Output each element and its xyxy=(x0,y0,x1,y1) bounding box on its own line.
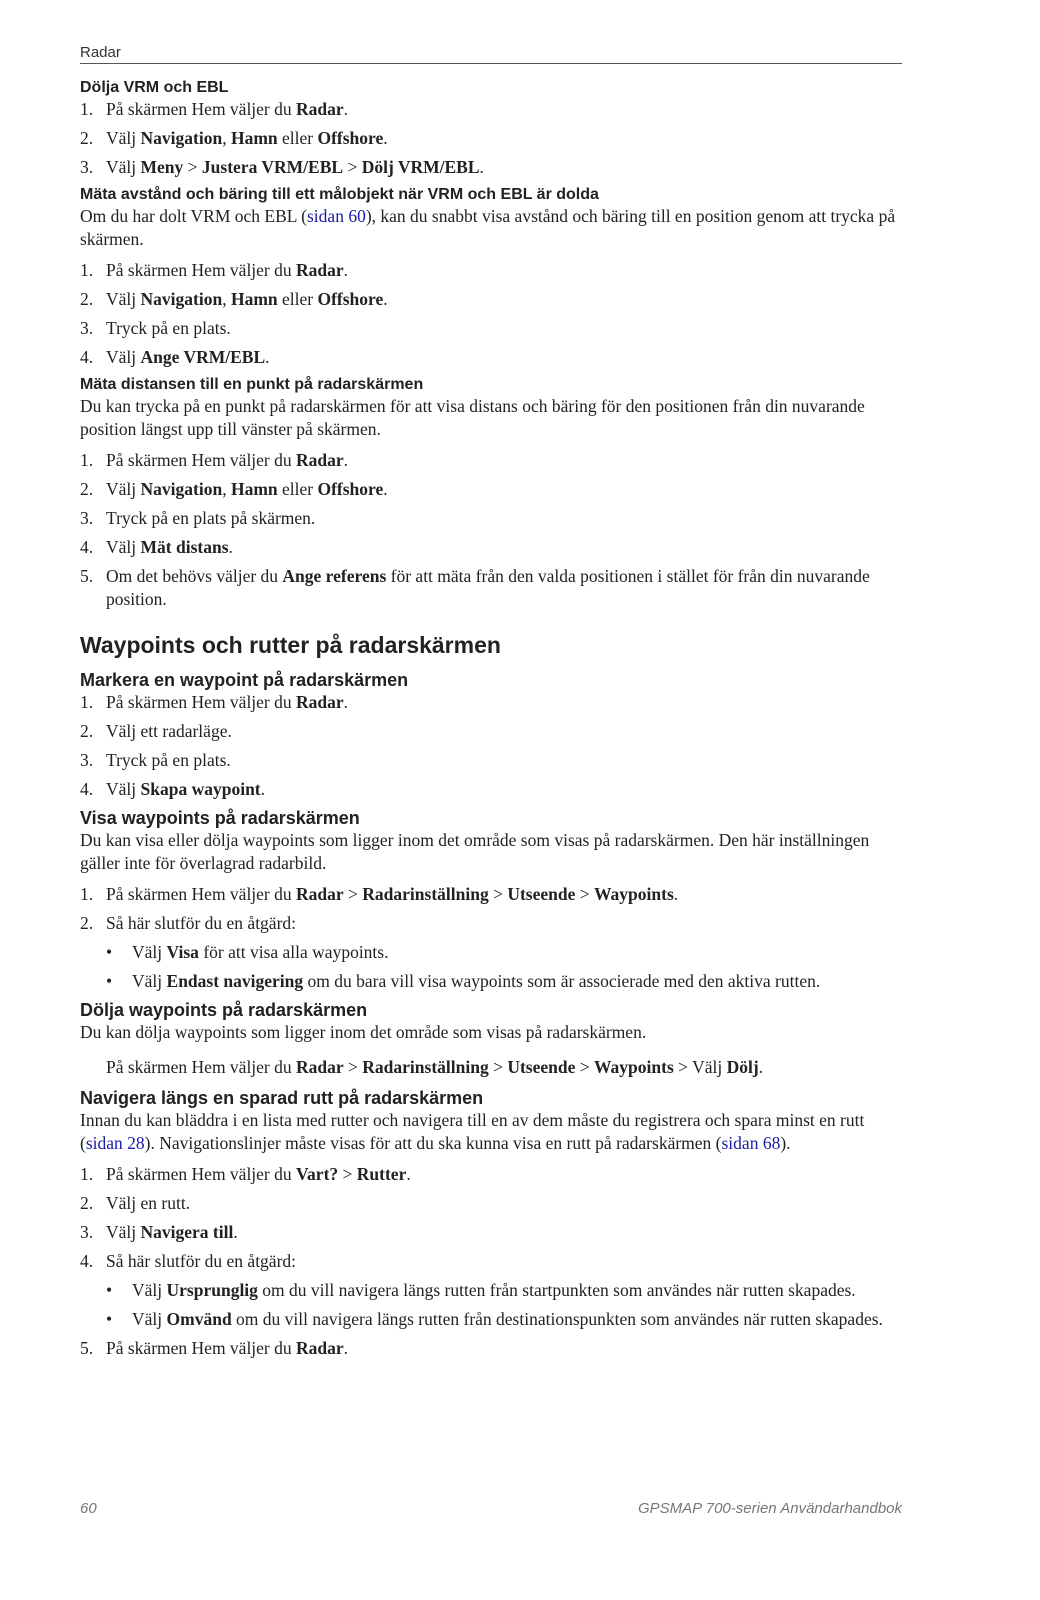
running-header xyxy=(80,44,902,64)
list-item: 2. Välj Navigation, Hamn eller Offshore. xyxy=(80,128,388,148)
list-item: 4. Välj Mät distans. xyxy=(80,537,233,557)
list-item: 4. Så här slutför du en åtgärd: xyxy=(80,1251,297,1271)
list-item: 1. På skärmen Hem väljer du Radar > Radarinställning > Utseende > Waypoints. xyxy=(80,884,679,904)
paragraph: Om du har dolt VRM och EBL (sidan 60), kan du snabbt visa avstånd och bäring till en position genom att trycka på skärmen. xyxy=(80,206,896,249)
steps-hide-vrm xyxy=(80,98,902,179)
page-link[interactable]: sidan 68 xyxy=(721,1133,781,1153)
section-title-hide-waypoints: Dölja waypoints på radarskärmen xyxy=(80,1000,368,1020)
list-item: 3. Välj Navigera till. xyxy=(80,1222,238,1242)
paragraph: Du kan trycka på en punkt på radarskärmen för att visa distans och bäring för den positionen från din nuvarande position längst upp till vänster på skärmen. xyxy=(80,396,865,439)
list-item: 4. Välj Skapa waypoint. xyxy=(80,779,266,799)
single-step: På skärmen Hem väljer du Radar > Radarinställning > Utseende > Waypoints > Välj Dölj. xyxy=(106,1057,764,1077)
list-item: 2. Välj ett radarläge. xyxy=(80,721,232,741)
list-item: 3. Tryck på en plats. xyxy=(80,750,231,770)
bullet-item: • Välj Visa för att visa alla waypoints. xyxy=(106,942,389,962)
page-content xyxy=(80,78,902,1366)
bullet-item: • Välj Ursprunglig om du vill navigera längs rutten från startpunkten som användes när rutten skapades. xyxy=(106,1280,856,1300)
list-item: 1. På skärmen Hem väljer du Radar. xyxy=(80,450,349,470)
page-number: 60 xyxy=(80,1500,97,1517)
section-title-hide-vrm: Dölja VRM och EBL xyxy=(80,79,229,96)
section-title-navigate-route: Navigera längs en sparad rutt på radarskärmen xyxy=(80,1088,484,1108)
steps-show-waypoints xyxy=(80,883,902,993)
list-item: 1. På skärmen Hem väljer du Vart? > Rutter. xyxy=(80,1164,411,1184)
steps-measure-hidden xyxy=(80,259,902,369)
section-title-measure-hidden: Mäta avstånd och bäring till ett målobjekt när VRM och EBL är dolda xyxy=(80,186,599,203)
page-footer xyxy=(80,1500,902,1517)
manual-title: GPSMAP 700-serien Användarhandbok xyxy=(637,1500,902,1517)
list-item: 5. Om det behövs väljer du Ange referens för att mäta från den valda positionen i stället för från din nuvarande position. xyxy=(80,566,870,609)
list-item: 1. På skärmen Hem väljer du Radar. xyxy=(80,99,349,119)
section-title-show-waypoints: Visa waypoints på radarskärmen xyxy=(80,808,360,828)
paragraph: Innan du kan bläddra i en lista med rutter och navigera till en av dem måste du registrera och spara minst en rutt (sidan 28). Navigationslinjer måste visas för att du ska kunna visa en rutt på radarskärmen (sidan 68). xyxy=(80,1110,865,1153)
steps-navigate-route xyxy=(80,1163,902,1360)
section-title-mark-waypoint: Markera en waypoint på radarskärmen xyxy=(80,670,409,690)
header-section-title: Radar xyxy=(80,44,121,61)
list-item: 3. Tryck på en plats. xyxy=(80,318,231,338)
bullet-item: • Välj Omvänd om du vill navigera längs rutten från destinationspunkten som användes när rutten skapades. xyxy=(106,1309,883,1329)
list-item: 2. Välj en rutt. xyxy=(80,1193,191,1213)
paragraph: Du kan visa eller dölja waypoints som ligger inom det område som visas på radarskärmen. Den här inställningen gäller inte för överlagrad radarbild. xyxy=(80,830,870,873)
list-item: 2. Välj Navigation, Hamn eller Offshore. xyxy=(80,289,388,309)
list-item: 2. Så här slutför du en åtgärd: xyxy=(80,913,297,933)
list-item: 1. På skärmen Hem väljer du Radar. xyxy=(80,692,349,712)
bullet-item: • Välj Endast navigering om du bara vill visa waypoints som är associerade med den aktiva rutten. xyxy=(106,971,821,991)
chapter-heading: Waypoints och rutter på radarskärmen xyxy=(80,632,501,658)
page-link[interactable]: sidan 28 xyxy=(85,1133,145,1153)
list-item: 5. På skärmen Hem väljer du Radar. xyxy=(80,1338,349,1358)
steps-measure-distance xyxy=(80,449,902,611)
list-item: 3. Välj Meny > Justera VRM/EBL > Dölj VRM/EBL. xyxy=(80,157,484,177)
page-link[interactable]: sidan 60 xyxy=(307,206,366,226)
steps-mark-waypoint xyxy=(80,691,902,801)
list-item: 3. Tryck på en plats på skärmen. xyxy=(80,508,316,528)
section-title-measure-distance: Mäta distansen till en punkt på radarskärmen xyxy=(80,376,424,393)
list-item: 1. På skärmen Hem väljer du Radar. xyxy=(80,260,349,280)
list-item: 4. Välj Ange VRM/EBL. xyxy=(80,347,270,367)
paragraph: Du kan dölja waypoints som ligger inom det område som visas på radarskärmen. xyxy=(80,1022,647,1042)
list-item: 2. Välj Navigation, Hamn eller Offshore. xyxy=(80,479,388,499)
